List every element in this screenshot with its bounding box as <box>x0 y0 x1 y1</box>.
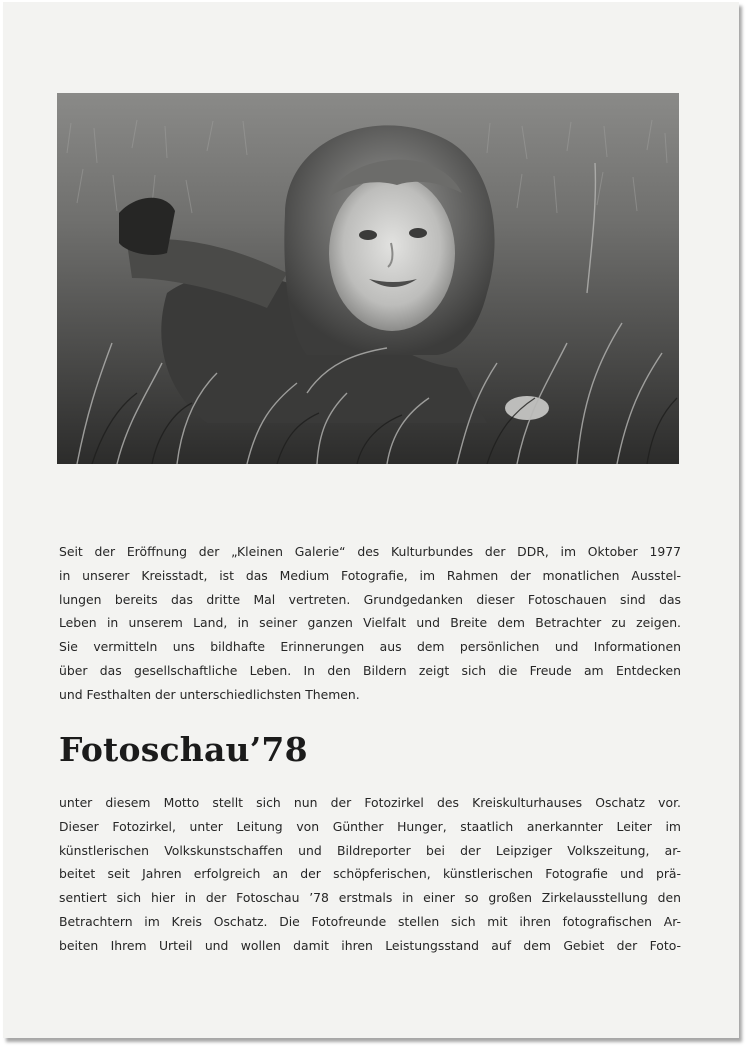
photo-illustration <box>57 93 679 464</box>
body-paragraph <box>59 791 681 958</box>
body-line: beiten Ihrem Urteil und wollen damit ihren Leistungsstand auf dem Gebiet der Foto- <box>59 937 681 953</box>
intro-line: Seit der Eröffnung der „Kleinen Galerie“ des Kulturbundes der DDR, im Oktober 1977 <box>59 544 681 559</box>
body-line: Dieser Fotozirkel, unter Leitung von Günther Hunger, staatlich anerkannter Leiter im <box>59 818 681 834</box>
section-heading: Fotoschau’78 <box>59 730 308 769</box>
intro-line: Sie vermitteln uns bildhafte Erinnerungen aus dem persönlichen und Informationen <box>59 639 681 655</box>
intro-line: und Festhalten der unterschiedlichsten Themen. <box>59 686 360 702</box>
child-in-grass-photo <box>57 93 679 464</box>
intro-line: lungen bereits das dritte Mal vertreten. Grundgedanken dieser Fotoschauen sind das <box>59 591 681 607</box>
intro-paragraph <box>59 540 681 707</box>
intro-line: in unserer Kreisstadt, ist das Medium Fotografie, im Rahmen der monatlichen Ausstel- <box>59 567 681 583</box>
body-line: unter diesem Motto stellt sich nun der Fotozirkel des Kreiskulturhauses Oschatz vor. <box>59 795 681 810</box>
intro-line: Leben in unserem Land, in seiner ganzen Vielfalt und Breite dem Betrachter zu zeigen. <box>59 615 681 631</box>
body-line: sentiert sich hier in der Fotoschau ’78 erstmals in einer so großen Zirkelausstellung den <box>59 890 681 906</box>
body-line: künstlerischen Volkskunstschaffen und Bildreporter bei der Leipziger Volkszeitung, ar- <box>59 842 681 858</box>
body-line: beitet seit Jahren erfolgreich an der schöpferischen, künstlerischen Fotografie und prä- <box>59 866 681 882</box>
body-line: Betrachtern im Kreis Oschatz. Die Fotofreunde stellen sich mit ihren fotografischen Ar- <box>59 913 681 929</box>
intro-line: über das gesellschaftliche Leben. In den Bildern zeigt sich die Freude am Entdecken <box>59 662 681 678</box>
